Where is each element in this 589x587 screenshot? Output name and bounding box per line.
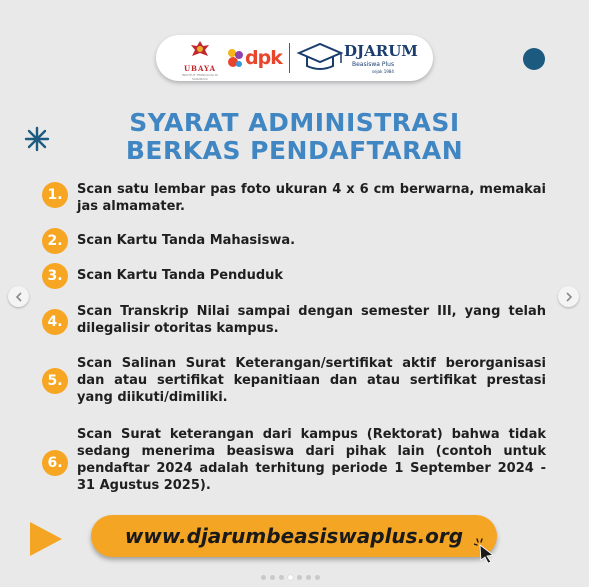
ubaya-name: UBAYA [183, 64, 217, 73]
djarum-beasiswa-plus-logo [296, 41, 431, 75]
item-text: Scan Transkrip Nilai sampai dengan semester III, yang telah dilegalisir otoritas kampus. [77, 304, 546, 336]
play-arrow-icon [27, 520, 65, 558]
djarum-since: sejak 1984 [372, 69, 394, 74]
carousel-dot-active[interactable] [288, 575, 293, 580]
carousel-dot[interactable] [279, 575, 284, 580]
carousel-pagination[interactable] [261, 575, 320, 580]
decorative-dot [523, 48, 545, 70]
carousel-dot[interactable] [270, 575, 275, 580]
item-number-badge: 1. [42, 182, 68, 208]
item-text: Scan Salinan Surat Keterangan/sertifikat aktif berorganisasi dan atau sertifikat kepanitiaan dan atau sertifikat prestasi yang diikuti/dimiliki. [77, 356, 546, 405]
ubaya-logo [180, 40, 220, 81]
djarum-name: DJARUM [344, 42, 418, 60]
page-title-line1: SYARAT ADMINISTRASI [129, 108, 460, 137]
carousel-prev-button[interactable] [8, 286, 29, 307]
logo-divider [289, 43, 290, 73]
djarum-subtitle: Beasiswa Plus [352, 61, 395, 68]
chevron-left-icon [15, 292, 23, 302]
item-number-badge: 5. [42, 368, 68, 394]
dpk-logo [227, 44, 282, 72]
dpk-emblem-icon [227, 47, 244, 69]
partner-logos [156, 35, 433, 81]
item-text: Scan Surat keterangan dari kampus (Rektorat) bahwa tidak sedang menerima beasiswa dari pihak lain (contoh untuk pendaftar 2024 adalah terhitung periode 1 September 2024 - 31 Agustus 2025). [77, 427, 546, 493]
item-number-badge: 4. [42, 309, 68, 335]
item-number-badge: 2. [42, 228, 68, 254]
item-number-badge: 3. [42, 263, 68, 289]
carousel-next-button[interactable] [558, 286, 579, 307]
page-title-line2: BERKAS PENDAFTARAN [125, 136, 464, 165]
carousel-dot[interactable] [297, 575, 302, 580]
ubaya-emblem-icon [190, 40, 210, 58]
click-cursor-icon [474, 538, 498, 564]
item-number-badge: 6. [42, 450, 68, 476]
chevron-right-icon [565, 292, 573, 302]
carousel-dot[interactable] [315, 575, 320, 580]
carousel-dot[interactable] [261, 575, 266, 580]
ubaya-subtitle: INSTITUT TEKNOLOGI DI SURABAYA [181, 73, 219, 81]
website-url: www.djarumbeasiswaplus.org [124, 524, 464, 548]
dpk-name: dpk [245, 47, 282, 69]
carousel-dot[interactable] [306, 575, 311, 580]
item-text: Scan satu lembar pas foto ukuran 4 x 6 cm berwarna, memakai jas almamater. [77, 182, 546, 214]
item-text: Scan Kartu Tanda Mahasiswa. [77, 233, 296, 248]
item-text: Scan Kartu Tanda Penduduk [77, 268, 284, 283]
graduation-cap-icon [296, 41, 344, 75]
website-link-button[interactable] [91, 515, 497, 557]
